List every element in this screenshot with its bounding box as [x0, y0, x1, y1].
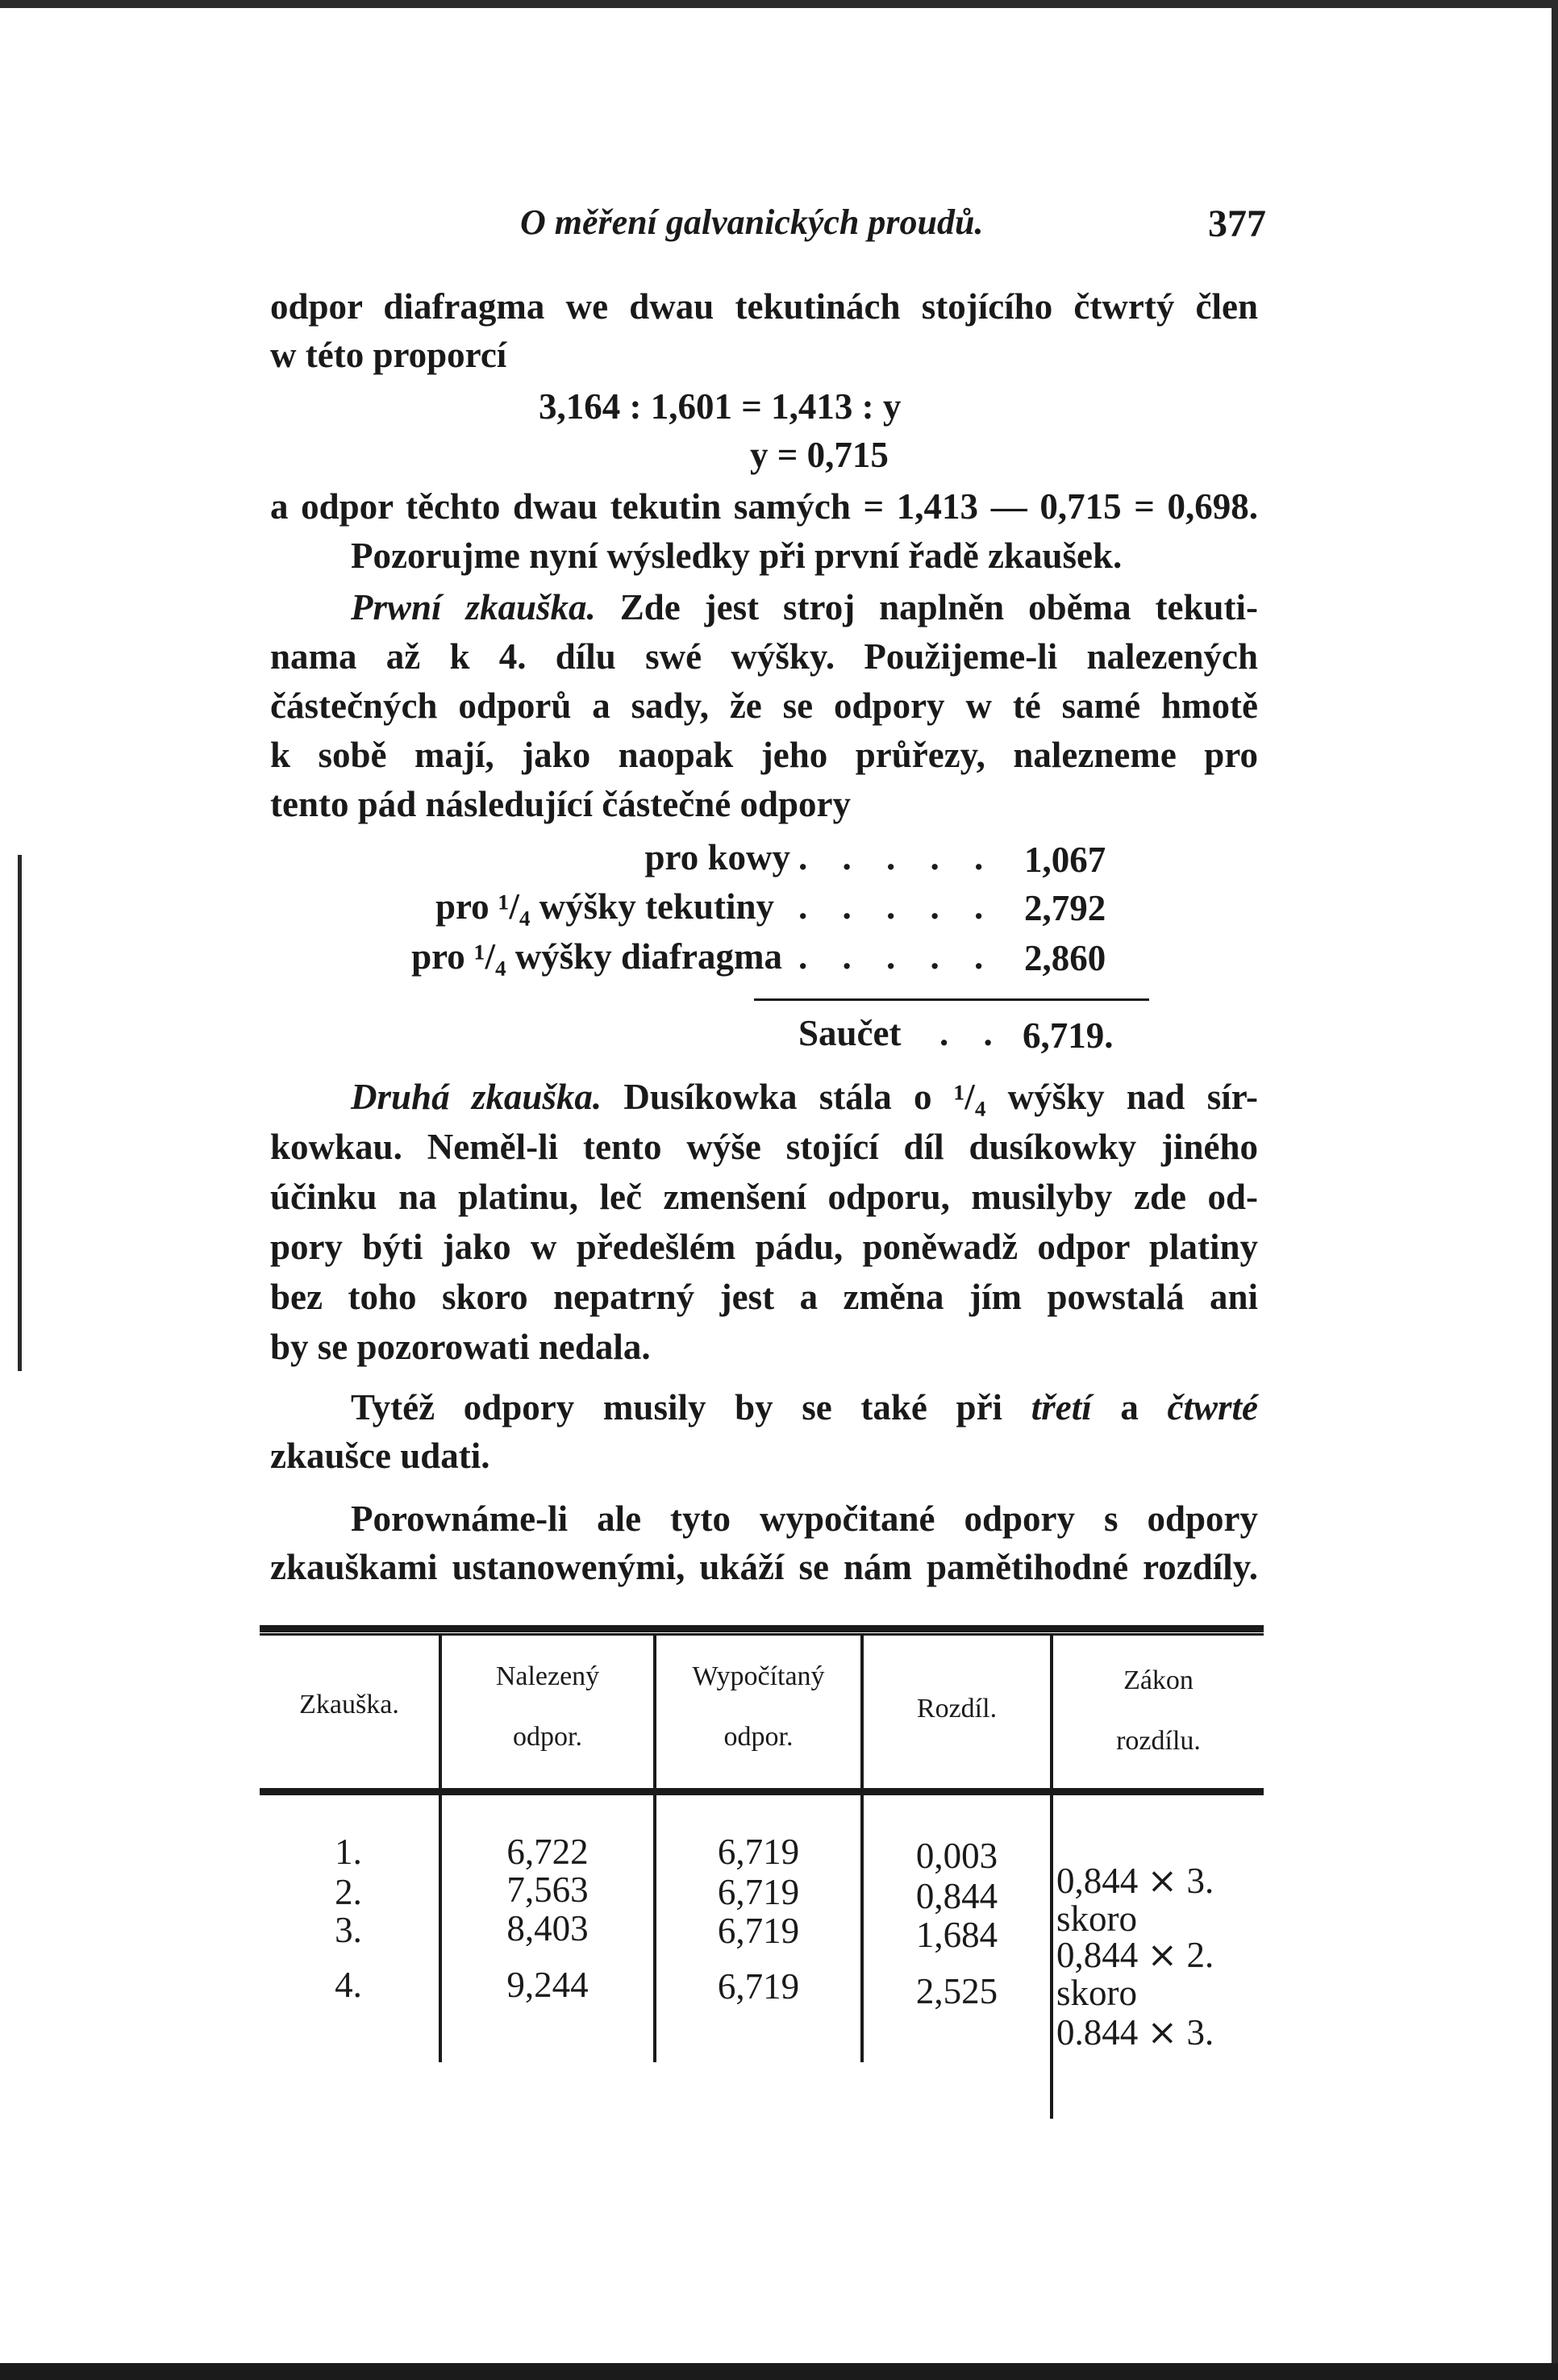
second-test-line-1: Dusíkowka stála o ¹/₄ wýšky nad sír-: [623, 1077, 1259, 1117]
header-rozdil: Rozdíl.: [916, 1694, 998, 1724]
text-line: k sobě mají, jako naopak jeho průřezy, nalezneme pro: [270, 735, 1258, 775]
cell-wypocitany: 6,719: [717, 1966, 800, 2007]
text-line: účinku na platinu, leč zmenšení odporu, musilyby zde od-: [270, 1177, 1258, 1217]
text-span: a: [1120, 1387, 1139, 1428]
ledger-value: 2,860: [1024, 938, 1106, 978]
text-span: Tytéž odpory musily by se také při: [351, 1387, 1003, 1428]
proportion-equation: 3,164 : 1,601 = 1,413 : y: [539, 386, 902, 427]
sum-label: Saučet: [798, 1013, 902, 1053]
text-line: nama až k 4. dílu swé wýšky. Použijeme-li nalezených: [270, 636, 1258, 677]
header-nalezeny-2: odpor.: [513, 1722, 582, 1752]
text-line: [270, 583, 1258, 631]
text-line: pory býti jako w předešlém pádu, poněwadž odpor platiny: [270, 1227, 1258, 1267]
text-line: zkaušce udati.: [270, 1436, 490, 1476]
header-wypocitany: Wypočítaný: [692, 1661, 825, 1691]
italic-word: čtwrté: [1167, 1387, 1259, 1428]
ledger-label: pro ¹/₄ wýšky diafragma: [411, 936, 782, 977]
sum-dots: . .: [939, 1013, 1006, 1053]
ledger-row: [355, 836, 790, 885]
text-line: a odpor těchto dwau tekutin samých = 1,413 — 0,715 = 0,698.: [270, 486, 1258, 527]
cell-rozdil: 0,844: [915, 1876, 998, 1916]
text-line: částečných odporů a sady, že se odpory w té samé hmotě: [270, 686, 1258, 726]
cell-nalezeny: 6,722: [506, 1832, 589, 1872]
cell-rozdil: 0,003: [915, 1836, 998, 1876]
cell-nalezeny: 9,244: [506, 1965, 589, 2005]
text-line: kowkau. Neměl-li tento wýše stojící díl dusíkowky jiného: [270, 1127, 1258, 1167]
ledger-dots: . . . . .: [798, 886, 997, 927]
scan-border-right: [1552, 0, 1558, 2380]
ledger-value: 2,792: [1024, 888, 1106, 928]
ledger-row: [355, 886, 774, 934]
text-line: zkauškami ustanowenými, ukáží se nám pamětihodné rozdíly.: [270, 1547, 1258, 1587]
text-line: w této proporcí: [270, 335, 507, 375]
table-header-rule: [260, 1788, 1264, 1795]
text-line: [270, 1073, 1258, 1121]
zakon-line: 0.844 ⨯ 3.: [1056, 2012, 1214, 2053]
text-line: by se pozorowati nedala.: [270, 1327, 651, 1367]
scan-border-top: [0, 0, 1558, 8]
result-equation: y = 0,715: [750, 435, 889, 475]
scan-border-bottom: [0, 2363, 1558, 2380]
results-table: [260, 1625, 1264, 2109]
table-top-rule-thin: [260, 1633, 1264, 1636]
text-line: Pozorujme nyní wýsledky při první řadě zkaušek.: [351, 536, 1123, 576]
cell-zkauska: 1.: [335, 1832, 362, 1872]
cell-nalezeny: 8,403: [506, 1908, 589, 1949]
page-number: 377: [1208, 202, 1266, 245]
running-title: O měření galvanických proudů.: [520, 202, 984, 242]
text-line: bez toho skoro nepatrný jest a změna jím powstalá ani: [270, 1277, 1258, 1317]
scan-border-left: [18, 855, 22, 1371]
ledger-value: 1,067: [1024, 840, 1106, 880]
ledger-dots: . . . . .: [798, 936, 997, 977]
text-line: odpor diafragma we dwau tekutinách stojícího čtwrtý člen: [270, 286, 1258, 327]
zakon-line: skoro: [1056, 1899, 1137, 1939]
header-wypocitany-2: odpor.: [723, 1722, 794, 1752]
cell-wypocitany: 6,719: [717, 1911, 800, 1951]
zakon-line: skoro: [1056, 1973, 1137, 2013]
ledger-row: [355, 936, 782, 984]
sum-value: 6,719.: [1023, 1015, 1114, 1056]
page-header: [270, 202, 1274, 250]
cell-wypocitany: 6,719: [717, 1872, 800, 1912]
cell-rozdil: 2,525: [915, 1971, 998, 2011]
ledger-label: pro kowy: [644, 837, 790, 877]
cell-nalezeny: 7,563: [506, 1869, 589, 1910]
column-divider: [439, 1635, 442, 1796]
header-nalezeny: Nalezený: [495, 1661, 600, 1691]
text-line: [270, 1383, 1258, 1432]
cell-zkauska: 2.: [335, 1872, 362, 1912]
italic-word: třetí: [1031, 1387, 1092, 1428]
table-top-rule: [260, 1625, 1264, 1632]
cell-wypocitany: 6,719: [717, 1832, 800, 1872]
header-zkauska: Zkauška.: [299, 1690, 399, 1719]
text-line: tento pád následující částečné odpory: [270, 784, 851, 824]
text-line: Porownáme-li ale tyto wypočitané odpory s odpory: [351, 1498, 1258, 1539]
header-zakon-2: rozdílu.: [1116, 1726, 1201, 1756]
second-test-heading: Druhá zkauška.: [351, 1077, 602, 1117]
column-divider: [1050, 1796, 1053, 2119]
column-divider: [1050, 1635, 1053, 1796]
ledger-dots: . . . . .: [798, 837, 997, 877]
header-zakon: Zákon: [1123, 1665, 1193, 1695]
first-test-line-1: Zde jest stroj naplněn oběma tekuti-: [619, 587, 1259, 627]
cell-zkauska: 4.: [335, 1965, 362, 2005]
cell-rozdil: 1,684: [915, 1915, 998, 1955]
cell-zkauska: 3.: [335, 1910, 362, 1950]
ledger-label: pro ¹/₄ wýšky tekutiny: [435, 886, 774, 927]
column-divider: [653, 1635, 656, 1796]
zakon-line: 0,844 ⨯ 3.: [1056, 1861, 1214, 1901]
zakon-line: 0,844 ⨯ 2.: [1056, 1935, 1214, 1975]
sum-rule: [754, 998, 1149, 1001]
first-test-heading: Prwní zkauška.: [351, 587, 596, 627]
